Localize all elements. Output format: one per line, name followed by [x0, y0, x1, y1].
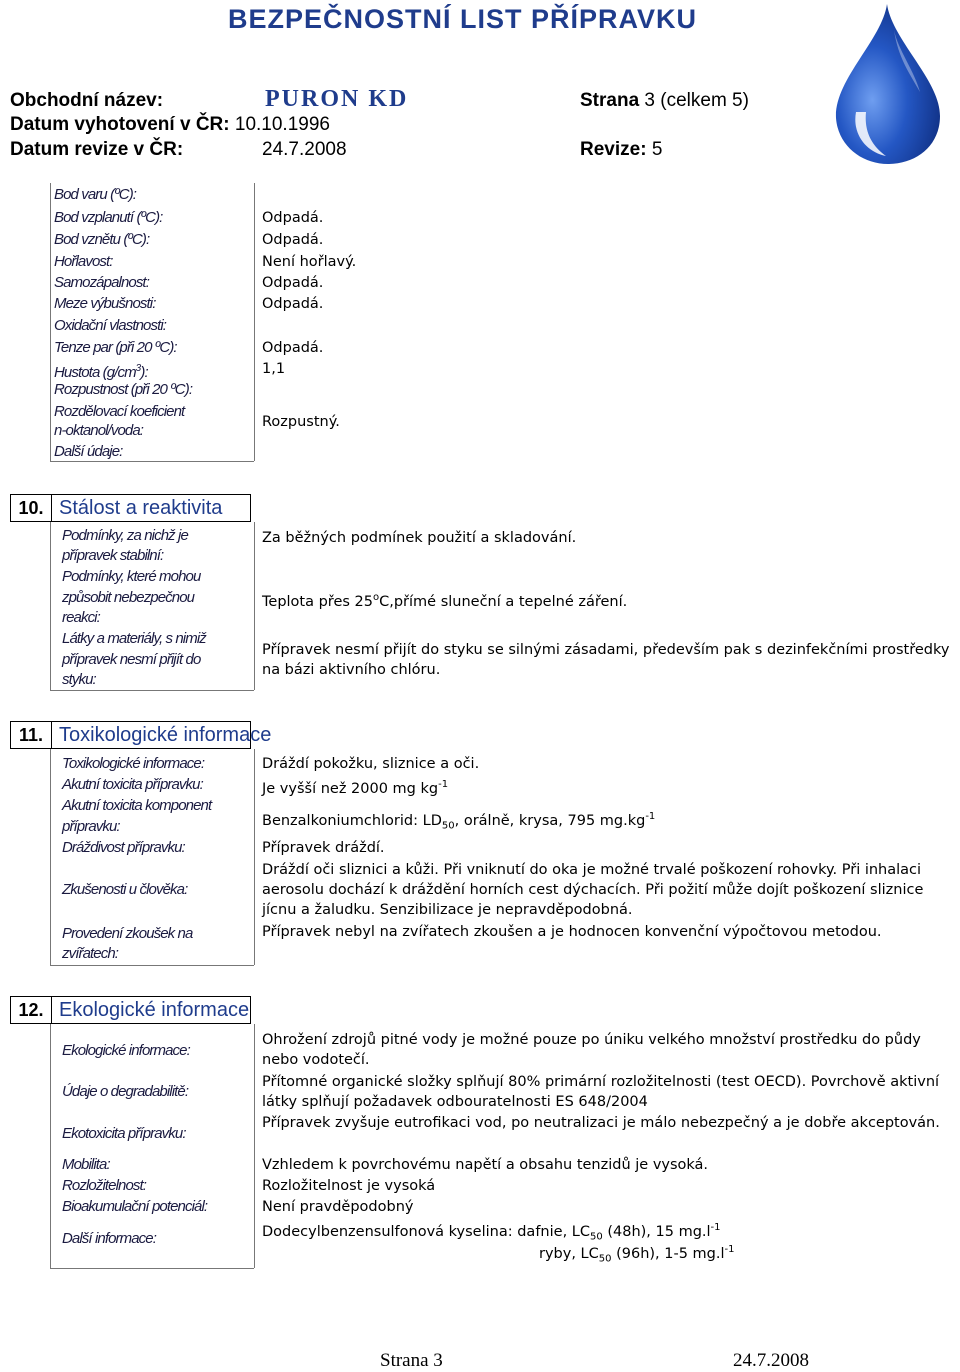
section-title: Ekologické informace: [59, 999, 250, 1021]
mobility-label: Mobilita:: [62, 1156, 110, 1173]
flammability-label: Hořlavost:: [54, 253, 113, 270]
explosive-limits-label: Meze výbušnosti:: [54, 295, 156, 312]
revision-date-label: Datum revize v ČR:: [10, 139, 184, 160]
dangerous-conditions-label-2: způsobit nebezpečnou: [62, 589, 195, 606]
density-label: Hustota $(g/cm^3)$:: [54, 363, 148, 381]
acute-components-label-1: Akutní toxicita komponent: [62, 797, 212, 814]
flash-point-value: Odpadá.: [262, 210, 324, 226]
section-title: Stálost a reaktivita: [59, 497, 223, 519]
solubility-label: Rozpustnost (při 20 ºC):: [54, 381, 193, 398]
other-data-label: Další údaje:: [54, 443, 123, 460]
tox-info-value: Dráždí pokožku, sliznice a oči.: [262, 756, 480, 772]
animal-tests-value: Přípravek nebyl na zvířatech zkoušen a je hodnocen konvenční výpočtovou metodou.: [262, 924, 882, 940]
revision-label: Revize:: [580, 139, 647, 160]
issue-date-label: Datum vyhotovení v ČR:: [10, 114, 230, 135]
section-11-header: [10, 721, 272, 749]
section-10-header: [10, 494, 251, 522]
partition-coefficient-label-2: n-oktanol/voda:: [54, 422, 144, 439]
acute-toxicity-value: Je vyšší než 2000 mg $kg^{-1}$: [262, 779, 449, 797]
revision-date: 24.7.2008: [262, 139, 347, 160]
vapor-pressure-value: Odpadá.: [262, 340, 324, 356]
boiling-point-label: Bod varu (ºC):: [54, 186, 137, 203]
human-experience-label: Zkušenosti u člověka:: [62, 881, 188, 898]
revision-number: [580, 139, 662, 161]
page-value: 3 (celkem 5): [644, 90, 749, 111]
vapor-pressure-label: Tenze par (při 20 ºC):: [54, 339, 177, 356]
explosive-limits-value: Odpadá.: [262, 296, 324, 312]
acute-toxicity-label: Akutní toxicita přípravku:: [62, 776, 203, 793]
mobility-value: Vzhledem k povrchovému napětí a obsahu tenzidů je vysoká.: [262, 1157, 709, 1173]
animal-tests-label-1: Provedení zkoušek na: [62, 925, 193, 942]
ecotoxicity-label: Ekotoxicita přípravku:: [62, 1125, 186, 1142]
page-counter: [580, 90, 749, 112]
ecotoxicity-value: Přípravek zvyšuje eutrofikaci vod, po neutralizaci je málo nebezpečný a je dobře akceptován.: [262, 1115, 940, 1131]
dangerous-conditions-label-1: Podmínky, které mohou: [62, 568, 201, 585]
further-info-value-1: Dodecylbenzensulfonová kyselina: dafnie, $LC_{50}$ (48h), 15 $mg.l^{-1}$: [262, 1222, 721, 1243]
section-title: Toxikologické informace: [59, 724, 272, 746]
acute-components-label-2: přípravku:: [62, 818, 120, 835]
irritation-value: Přípravek dráždí.: [262, 840, 385, 856]
tox-info-label: Toxikologické informace:: [62, 755, 205, 772]
animal-tests-label-2: zvířatech:: [62, 945, 119, 962]
product-name-label: Obchodní název:: [10, 90, 164, 111]
partition-coefficient-value: Rozpustný.: [262, 414, 340, 430]
human-experience-value: Dráždí oči sliznici a kůži. Při vniknutí do oka je možné trvalé poškození rohovky. Při inhalaci aerosolu dochází k dráždění horních cest dýchacích. Při požití může dojít poškození sliznice jícnu a žaludku. Senzibilizace je nepravděpodobná.: [262, 862, 924, 918]
incompatible-materials-label-2: přípravek nesmí přijít do: [62, 651, 201, 668]
ignition-point-value: Odpadá.: [262, 232, 324, 248]
stable-conditions-value: Za běžných podmínek použití a skladování.: [262, 530, 577, 546]
self-ignition-label: Samozápalnost:: [54, 274, 149, 291]
revision-value: 5: [651, 139, 663, 160]
flash-point-label: Bod vzplanutí (ºC):: [54, 209, 163, 226]
section-number: 10.: [11, 495, 52, 521]
irritation-label: Dráždivost přípravku:: [62, 839, 185, 856]
biodegradability-label: Rozložitelnost:: [62, 1177, 147, 1194]
bioaccumulation-label: Bioakumulační potenciál:: [62, 1198, 208, 1215]
further-info-value-2: ryby, $LC_{50}$ (96h), 1-5 $mg.l^{-1}$: [539, 1244, 735, 1265]
incompatible-materials-label-3: styku:: [62, 671, 96, 688]
ignition-point-label: Bod vznětu (ºC):: [54, 231, 150, 248]
partition-coefficient-label-1: Rozdělovací koeficient: [54, 403, 185, 420]
flammability-value: Není hořlavý.: [262, 254, 357, 270]
dangerous-conditions-value: Teplota přes 25$^o$C,přímé sluneční a tepelné záření.: [262, 592, 628, 610]
issue-date: 10.10.1996: [234, 114, 330, 135]
degradability-data-value: Přítomné organické složky splňují 80% primární rozložitelnosti (test OECD). Povrchově aktivní látky splňují požadavek odbouratelnosti ES 648/2004: [262, 1074, 940, 1110]
page-label: Strana: [580, 90, 640, 111]
oxidizing-properties-label: Oxidační vlastnosti:: [54, 317, 167, 334]
footer-page: Strana 3: [380, 1350, 443, 1371]
self-ignition-value: Odpadá.: [262, 275, 324, 291]
footer-date: 24.7.2008: [733, 1350, 809, 1371]
section-number: 12.: [11, 997, 52, 1023]
document-title: BEZPEČNOSTNÍ LIST PŘÍPRAVKU: [228, 4, 698, 34]
density-value: 1,1: [262, 361, 286, 377]
eco-info-value: Ohrožení zdrojů pitné vody je možné pouze po úniku velkého množství prostředku do půdy nebo vodotečí.: [262, 1032, 921, 1068]
incompatible-materials-label-1: Látky a materiály, s nimiž: [62, 630, 206, 647]
section-number: 11.: [11, 722, 52, 748]
issue-date-row: [10, 114, 330, 136]
product-name: PURON KD: [265, 86, 409, 112]
incompatible-materials-value: Přípravek nesmí přijít do styku se silnými zásadami, především pak s dezinfekčními prostředky na bázi aktivního chlóru.: [262, 642, 950, 678]
stable-conditions-label-1: Podmínky, za nichž je: [62, 527, 188, 544]
biodegradability-value: Rozložitelnost je vysoká: [262, 1178, 436, 1194]
acute-components-value: Benzalkoniumchlorid: $LD_{50}$, orálně, krysa, 795 $mg.kg^{-1}$: [262, 811, 656, 832]
stable-conditions-label-2: přípravek stabilní:: [62, 547, 164, 564]
section-12-header: [10, 996, 251, 1024]
degradability-data-label: Údaje o degradabilitě:: [62, 1083, 189, 1100]
water-drop-logo-icon: [822, 0, 952, 170]
further-info-label: Další informace:: [62, 1230, 156, 1247]
dangerous-conditions-label-3: reakci:: [62, 609, 100, 626]
bioaccumulation-value: Není pravděpodobný: [262, 1199, 414, 1215]
eco-info-label: Ekologické informace:: [62, 1042, 190, 1059]
